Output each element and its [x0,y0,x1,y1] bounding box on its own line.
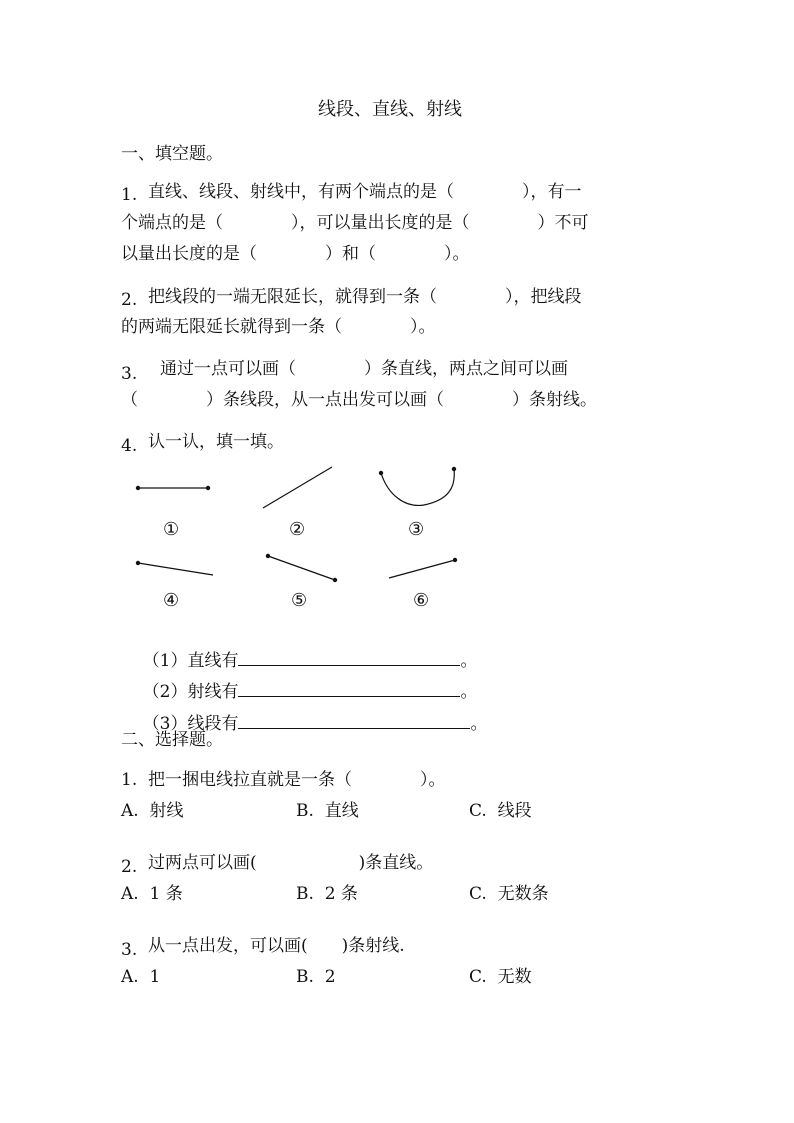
q4-number: 4. [121,436,138,456]
s2-q1-text: 把一捆电线拉直就是一条（ ）。 [148,770,446,790]
s2-q2-text: 过两点可以画( )条直线。 [148,853,434,873]
figure-label-3: ③ [408,519,425,540]
q3-line2: （ ）条线段，从一点出发可以画（ ）条射线。 [121,390,597,410]
s2-q3-option-a[interactable]: A. 1 [121,967,161,987]
page-title: 线段、直线、射线 [318,99,462,120]
s2-q2-option-a[interactable]: A. 1 条 [121,884,183,904]
fill2-label: （2）射线有 [142,682,239,702]
fill1-label: （1）直线有 [142,651,239,671]
section1-heading: 一、填空题。 [121,144,223,164]
s2-q1-number: 1. [121,770,138,790]
s2-q1-option-c[interactable]: C. 线段 [469,801,532,821]
figure-1-segment [136,486,210,490]
figure-label-6: ⑥ [413,590,430,611]
figure-label-2: ② [289,519,306,540]
s2-q3-option-b[interactable]: B. 2 [296,967,336,987]
q2-line1: 把线段的一端无限延长，就得到一条（ ），把线段 [148,287,582,307]
q1-line3: 以量出长度的是（ ）和（ ）。 [121,244,470,264]
figure-5-segment [266,554,337,582]
q3-line1: 通过一点可以画（ ）条直线，两点之间可以画 [160,359,568,379]
fill2-end: 。 [460,682,478,702]
s2-q1-option-b[interactable]: B. 直线 [296,801,359,821]
figure-label-1: ① [163,519,180,540]
figure-label-4: ④ [163,590,180,611]
q2-line2: 的两端无限延长就得到一条（ ）。 [121,317,436,337]
fill3-end: 。 [470,714,488,734]
figure-label-5: ⑤ [291,590,308,611]
figure-3-curve [379,467,456,506]
q1-number: 1. [121,185,138,205]
section2-heading: 二、选择题。 [121,730,223,750]
fill1-end: 。 [460,651,478,671]
q3-number: 3. [121,364,138,384]
s2-q3-number: 3. [121,940,138,960]
figure-6-ray [389,558,457,578]
q1-line1: 直线、线段、射线中，有两个端点的是（ ），有一 [148,182,582,202]
fill3-blank[interactable] [238,710,470,729]
q2-number: 2. [121,290,138,310]
figure-4-ray [136,561,213,575]
fill3-label: （3）线段有 [142,714,239,734]
s2-q3-text: 从一点出发，可以画( )条射线. [148,936,405,956]
q4-text: 认一认，填一填。 [148,432,284,452]
s2-q1-option-a[interactable]: A. 射线 [121,801,184,821]
s2-q2-option-c[interactable]: C. 无数条 [469,884,549,904]
s2-q2-number: 2. [121,857,138,877]
s2-q2-option-b[interactable]: B. 2 条 [296,884,358,904]
s2-q3-option-c[interactable]: C. 无数 [469,967,532,987]
figure-2-line [263,467,332,508]
q1-line2: 个端点的是（ ），可以量出长度的是（ ）不可 [121,213,589,233]
